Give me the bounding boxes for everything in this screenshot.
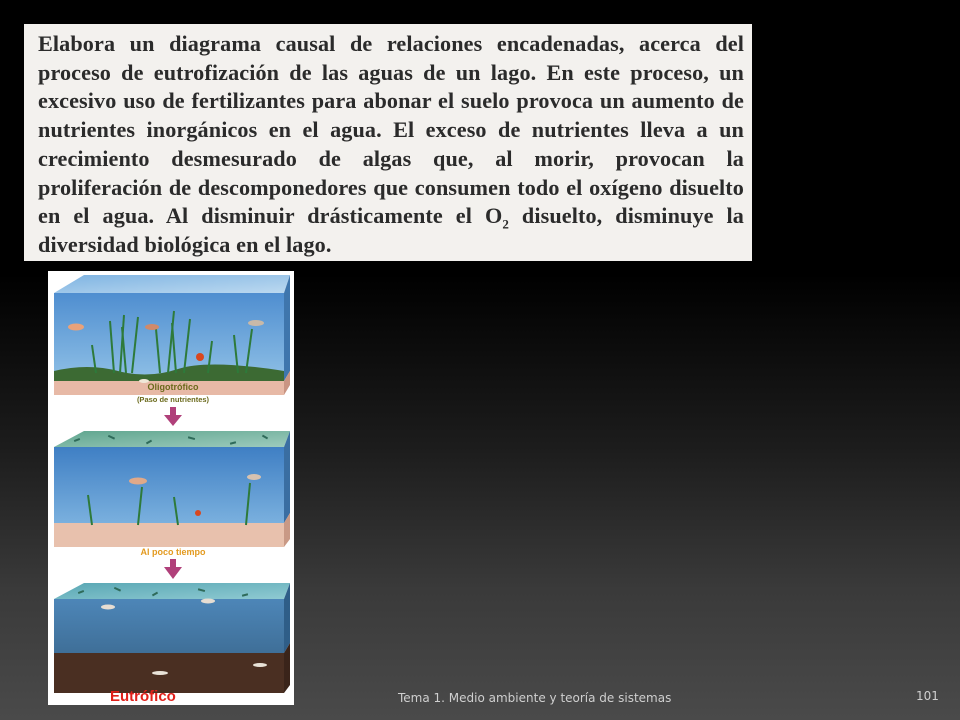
- exercise-text: [38, 30, 744, 260]
- down-arrow-1: [164, 407, 182, 426]
- label-nutrient-passage: (Paso de nutrientes): [136, 395, 210, 404]
- label-after-short-time: Al poco tiempo: [140, 547, 206, 557]
- intermediate-block: [54, 431, 290, 547]
- oxygen-subscript: 2: [502, 216, 509, 232]
- down-arrow-2: [164, 559, 182, 579]
- eutrophication-illustration: [48, 271, 294, 705]
- label-oligotrophic: Oligotrófico: [147, 382, 199, 392]
- page-number: 101: [916, 689, 939, 703]
- exercise-text-main: Elabora un diagrama causal de relaciones encadenadas, acerca del proceso de eutrofización de las aguas de un lago. En este proceso, un excesivo uso de fertilizantes para abonar el suelo provoca un aumento de nutrientes inorgánicos en el agua. El exceso de nutrientes lleva a un crecimiento desmesurado de algas que, al morir, provocan la proliferación de descomponedores que consumen todo el oxígeno disuelto en el agua. Al disminuir drásticamente el O: [38, 31, 744, 229]
- slide-footer: Tema 1. Medio ambiente y teoría de sistemas: [398, 691, 672, 705]
- label-eutrophic: Eutrófico: [110, 688, 176, 705]
- oligotrophic-block: [54, 275, 290, 395]
- exercise-text-end: disuelto, disminuye la diversidad biológica en el lago.: [38, 203, 745, 257]
- exercise-scan: [24, 24, 752, 261]
- eutrophic-block: [54, 583, 290, 693]
